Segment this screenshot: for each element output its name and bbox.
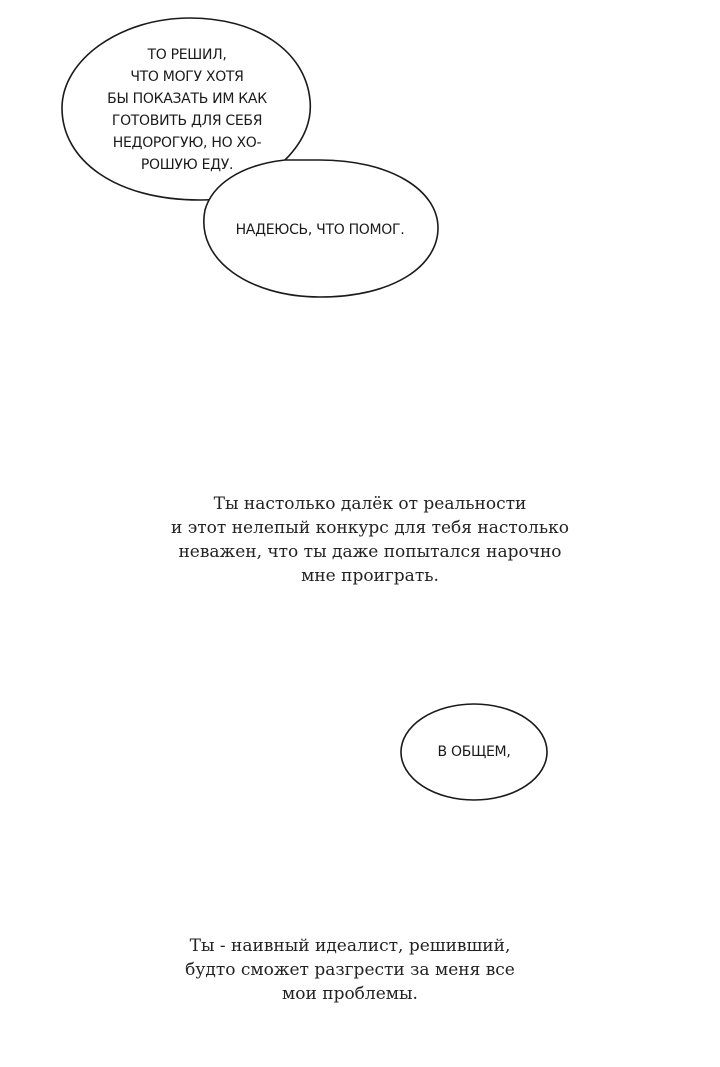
speech-bubble-1-line: НЕДОРОГУЮ, НО ХО- — [112, 135, 262, 151]
narration-caption-1 — [140, 492, 600, 588]
speech-bubble-2-text — [212, 219, 428, 241]
narration-caption-1-line: и этот нелепый конкурс для тебя настолько — [171, 518, 569, 538]
speech-bubble-1-line: ЧТО МОГУ ХОТЯ — [130, 69, 244, 85]
speech-bubble-3-text — [404, 741, 544, 763]
speech-bubble-1-text — [82, 44, 292, 176]
speech-bubble-1-line: ТО РЕШИЛ, — [147, 47, 227, 63]
narration-caption-2-line: будто сможет разгрести за меня все — [185, 960, 515, 980]
narration-caption-2-line: Ты - наивный идеалист, решивший, — [189, 936, 511, 956]
narration-caption-1-line: Ты настолько далёк от реальности — [213, 494, 527, 514]
narration-caption-2-line: мои проблемы. — [282, 984, 418, 1004]
narration-caption-2 — [150, 934, 550, 1006]
speech-bubble-3-line: В ОБЩЕМ, — [437, 744, 511, 760]
speech-bubble-1-line: БЫ ПОКАЗАТЬ ИМ КАК — [107, 91, 267, 107]
speech-bubble-2-line: НАДЕЮСЬ, ЧТО ПОМОГ. — [235, 222, 405, 238]
narration-caption-1-line: неважен, что ты даже попытался нарочно — [178, 542, 562, 562]
speech-bubble-1-line: РОШУЮ ЕДУ. — [140, 157, 234, 173]
narration-caption-1-line: мне проиграть. — [301, 566, 439, 586]
speech-bubble-1-line: ГОТОВИТЬ ДЛЯ СЕБЯ — [111, 113, 263, 129]
